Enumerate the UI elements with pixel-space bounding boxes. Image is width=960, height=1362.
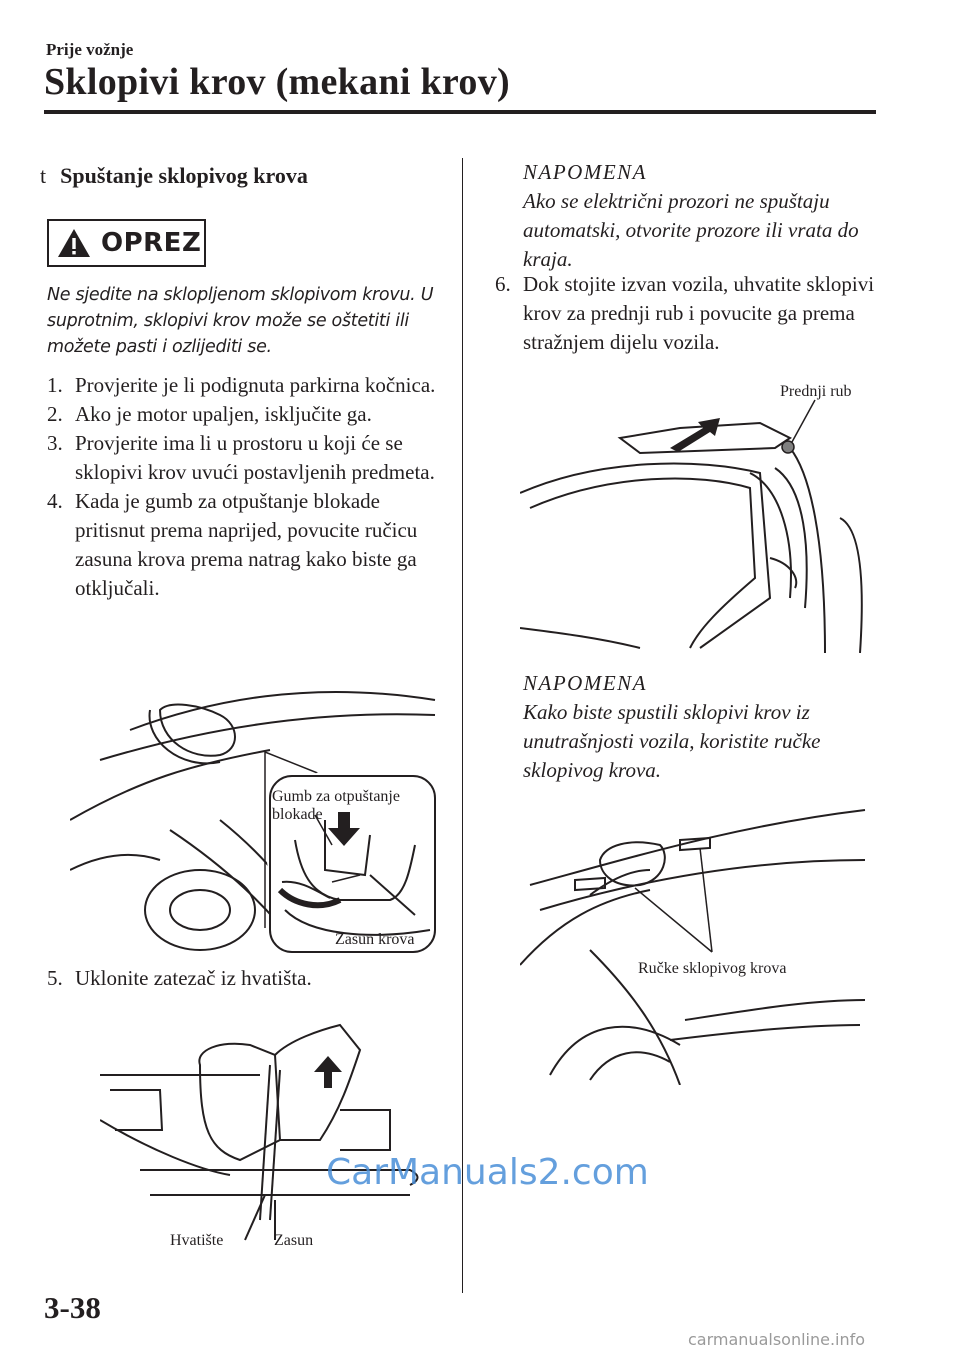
handles-drawing xyxy=(520,800,870,1085)
latch-drawing xyxy=(70,670,440,955)
note-text: Ako se električni prozori ne spuštaju automatski, otvorite prozore ili vrata do kraja. xyxy=(523,189,859,271)
note-windows xyxy=(523,158,863,274)
note-title: NAPOMENA xyxy=(523,671,647,695)
watermark-logo: CarManuals2.com xyxy=(326,1152,649,1193)
note-text: Kako biste spustili sklopivi krov iz unutrašnjosti vozila, koristite ručke sklopivog krova. xyxy=(523,700,821,782)
handles-illustration xyxy=(520,800,870,1085)
subsection-heading xyxy=(40,163,308,189)
title-divider xyxy=(44,110,876,114)
release-button-label: Gumb za otpuštanje xyxy=(272,788,400,805)
list-item: 5. Uklonite zatezač iz hvatišta. xyxy=(47,966,312,990)
page-title: Sklopivi krov (mekani krov) xyxy=(44,61,510,103)
release-button-label-2: blokade xyxy=(272,806,323,823)
caution-badge xyxy=(47,219,206,267)
list-item: 1. Provjerite je li podignuta parkirna kočnica. xyxy=(47,373,436,397)
list-item: 2. Ako je motor upaljen, isključite ga. xyxy=(47,402,372,426)
note-inside xyxy=(523,669,863,785)
roof-latch-label: Zasun krova xyxy=(335,931,415,948)
hook-drawing xyxy=(100,1020,440,1260)
section-label: Prije vožnje xyxy=(46,40,134,59)
subsection-bullet: t xyxy=(40,163,47,188)
caution-label: OPREZ xyxy=(101,228,202,258)
caution-text: Ne sjedite na sklopljenom sklopivom krovu. U suprotnim, sklopivi krov može se oštetiti ili možete pasti i ozlijediti se. xyxy=(47,285,434,357)
warning-icon xyxy=(57,227,91,259)
front-edge-illustration xyxy=(520,378,870,653)
latch-illustration xyxy=(70,670,440,955)
footer-site-link[interactable]: carmanualsonline.info xyxy=(688,1330,866,1349)
list-item: 6. Dok stojite izvan vozila, uhvatite sklopivi krov za prednji rub i povucite ga prema stražnjem dijelu vozila. xyxy=(495,272,875,354)
subsection-title: Spuštanje sklopivog krova xyxy=(60,163,308,188)
latch-label: Zasun xyxy=(274,1232,314,1249)
steps-list-3 xyxy=(495,270,875,357)
handles-label: Ručke sklopivog krova xyxy=(638,960,787,977)
steps-list-2 xyxy=(47,964,452,993)
column-divider xyxy=(462,158,463,1293)
front-edge-label: Prednji rub xyxy=(780,383,852,400)
steps-list xyxy=(47,371,452,603)
page-number: 3-38 xyxy=(44,1290,101,1325)
list-item: 3. Provjerite ima li u prostoru u koji će se sklopivi krov uvući postavljenih predmeta. xyxy=(47,431,435,484)
hook-label: Hvatište xyxy=(170,1232,224,1249)
hook-illustration xyxy=(100,1020,440,1260)
front-edge-drawing xyxy=(520,378,870,653)
note-title: NAPOMENA xyxy=(523,160,647,184)
list-item: 4. Kada je gumb za otpuštanje blokade pritisnut prema naprijed, povucite ručicu zasuna krova prema natrag kako biste ga otključali. xyxy=(47,489,418,600)
